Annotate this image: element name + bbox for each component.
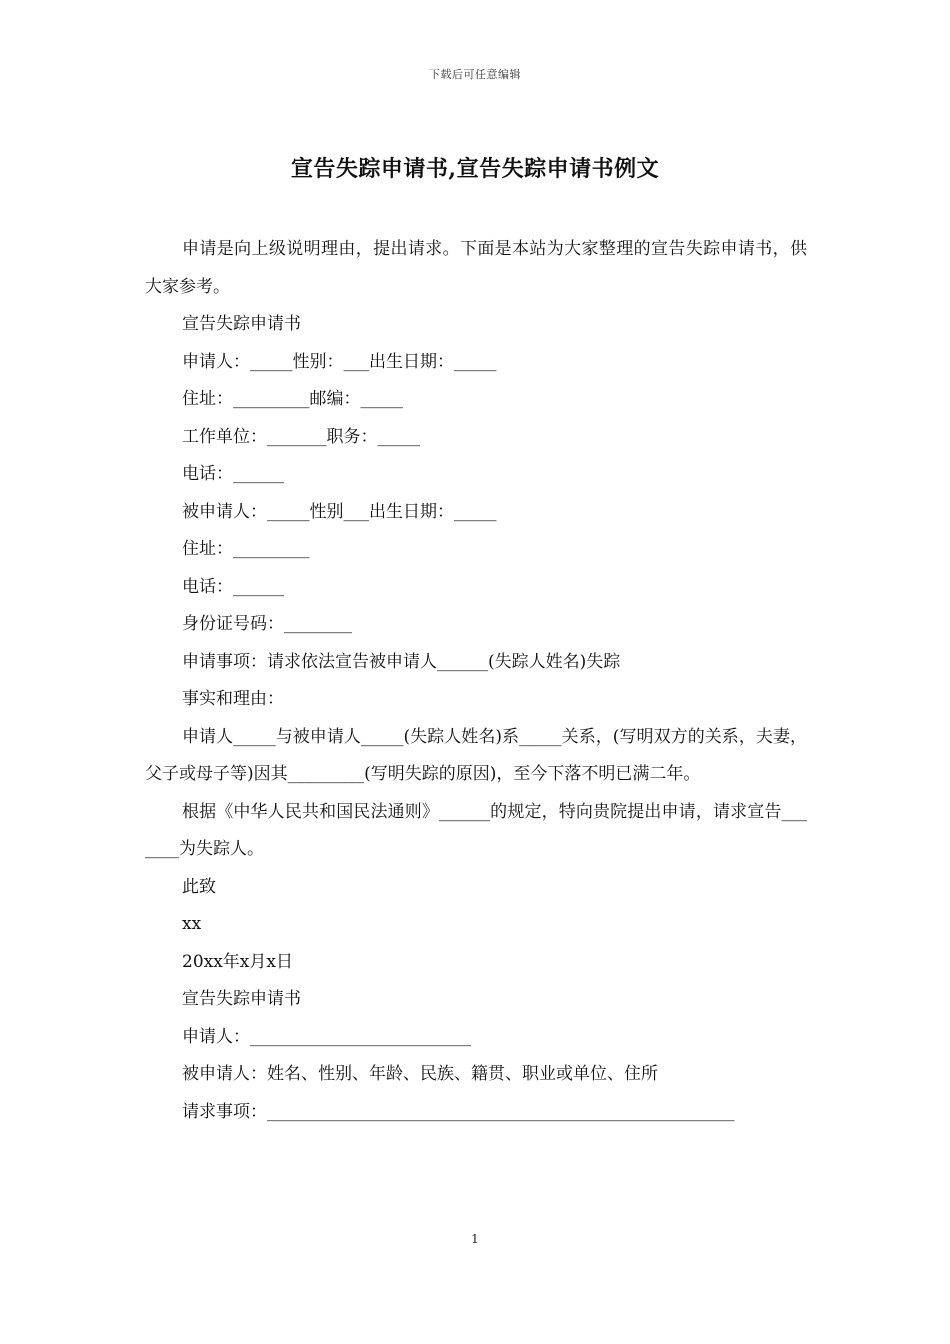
legal-basis-paragraph: 根据《中华人民共和国民法通则》______的规定，特向贵院提出申请，请求宣告_______为失踪人。: [145, 801, 807, 859]
intro-paragraph: 申请是向上级说明理由，提出请求。下面是本站为大家整理的宣告失踪申请书，供大家参考。: [145, 239, 807, 297]
second-applicant-line: 申请人：__________________________: [182, 1026, 471, 1047]
second-form-heading: 宣告失踪申请书: [182, 989, 301, 1009]
document-body: [145, 231, 807, 1131]
applicant-address-line: 住址：_________邮编：_____: [182, 389, 403, 409]
respondent-phone-line: 电话：______: [182, 576, 284, 597]
recipient-line: xx: [182, 914, 202, 934]
facts-paragraph: 申请人_____与被申请人_____(失踪人姓名)系_____关系，(写明双方的关系，夫妻，父子或母子等)因其_________(写明失踪的原因)，至今下落不明已满二年。: [145, 726, 807, 784]
salutation-line: 此致: [182, 876, 216, 897]
respondent-address-line: 住址：_________: [182, 539, 310, 559]
second-respondent-line: 被申请人：姓名、性别、年龄、民族、籍贯、职业或单位、住所: [182, 1064, 658, 1084]
applicant-phone-line: 电话：______: [182, 464, 284, 484]
respondent-line: 被申请人：_____性别___出生日期：_____: [182, 501, 497, 522]
applicant-line: 申请人：_____性别：___出生日期：_____: [182, 351, 497, 372]
facts-heading: 事实和理由：: [182, 689, 284, 709]
page-number: 1: [471, 1232, 479, 1246]
document-title: 宣告失踪申请书,宣告失踪申请书例文: [290, 156, 660, 182]
header-note: 下载后可任意编辑: [429, 68, 521, 81]
date-line: 20xx年x月x日: [182, 951, 293, 972]
request-line: 申请事项：请求依法宣告被申请人______(失踪人姓名)失踪: [182, 651, 621, 672]
form-heading: 宣告失踪申请书: [182, 314, 301, 334]
id-number-line: 身份证号码：________: [182, 614, 352, 634]
applicant-work-line: 工作单位：_______职务：_____: [182, 426, 420, 447]
second-request-line: 请求事项：_______________________________________________________: [182, 1101, 735, 1122]
